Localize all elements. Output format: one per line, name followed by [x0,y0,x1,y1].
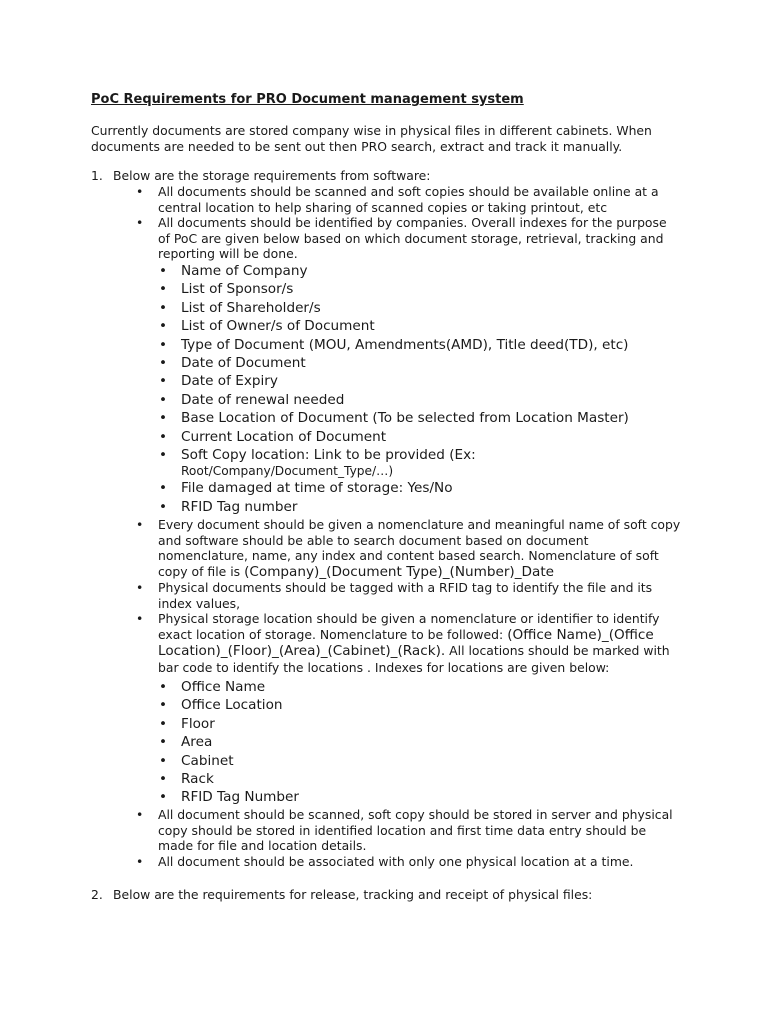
section-1-number: 1. [91,168,103,183]
bullet-icon: • [159,318,168,335]
list-item: • List of Owner/s of Document [159,318,375,335]
list-item: • Type of Document (MOU, Amendments(AMD), Title deed(TD), etc) [159,336,629,353]
storage-rules-list [136,517,681,675]
list-item: • Name of Company [159,263,308,279]
bullet-icon: • [159,336,168,353]
document-title: PoC Requirements for PRO Document management system [91,92,524,107]
final-points-list [136,807,681,869]
bullet-icon: • [159,299,168,316]
bullet-icon: • [159,428,168,445]
list-item: • Physical storage location should be given a nomenclature or identifier to identify exact location of storage. Nomenclature to be followed: (Office Name)_(Office Location)_(Floor)_(Area)_(Cabinet)_(Rack). All locations should be marked with bar code to identify the locations . Indexes for locations are given below: [136,611,670,675]
document-indexes-list [159,262,659,516]
list-item: • All document should be scanned, soft copy should be stored in server and physical copy should be stored in identified location and first time data entry should be made for file and location details. [136,807,673,853]
list-item: • Office Location [159,697,283,714]
bullet-icon: • [136,807,144,822]
list-item: • List of Sponsor/s [159,281,294,298]
bullet-icon: • [159,679,168,695]
list-item: • All document should be associated with only one physical location at a time. [136,853,634,869]
list-item: • Physical documents should be tagged with a RFID tag to identify the file and its index values, [136,580,653,611]
section-2-number: 2. [91,887,103,902]
list-item: • Every document should be given a nomenclature and meaningful name of soft copy and software should be able to search document based on document nomenclature, name, any index and content based search. Nomenclature of soft copy of file is (Company)_(Document Type)_(Number)_Date [136,517,681,580]
storage-points-list [136,184,681,262]
list-item: • Floor [159,715,215,732]
list-item: • File damaged at time of storage: Yes/No [159,480,453,497]
bullet-icon: • [136,611,144,626]
section-2-heading [91,887,592,902]
bullet-icon: • [136,517,144,532]
section-1-heading [91,168,431,183]
intro-paragraph: Currently documents are stored company wise in physical files in different cabinets. When documents are needed to be sent out then PRO search, extract and track it manually. [91,123,652,154]
bullet-icon: • [159,771,168,788]
location-indexes-list [159,678,659,807]
list-item: • RFID Tag number [159,498,298,515]
bullet-icon: • [136,184,144,199]
list-item: • Current Location of Document [159,428,387,445]
bullet-icon: • [159,263,168,279]
bullet-icon: • [136,580,144,595]
bullet-icon: • [136,215,144,230]
list-item: • Date of Document [159,355,306,372]
bullet-icon: • [159,480,168,497]
bullet-icon: • [159,697,168,714]
soft-copy-example: Root/Company/Document_Type/…) [181,464,394,479]
bullet-icon: • [159,752,168,769]
bullet-icon: • [159,391,168,408]
list-item: • Rack [159,771,214,788]
section-1-text: Below are the storage requirements from software: [113,168,431,183]
bullet-icon: • [159,281,168,298]
list-item: • All documents should be scanned and soft copies should be available online at a central location to help sharing of scanned copies or taking printout, etc [136,184,659,215]
list-item: • List of Shareholder/s [159,299,321,316]
list-item: • Soft Copy location: Link to be provided (Ex: Root/Company/Document_Type/…) [159,446,659,479]
list-item: • RFID Tag Number [159,789,300,806]
list-item: • Area [159,734,213,751]
bullet-icon: • [159,410,168,427]
location-format: (Office Name)_(Office Location)_(Floor)_(Area)_(Cabinet)_(Rack). [158,626,654,659]
list-item: • All documents should be identified by companies. Overall indexes for the purpose of PoC are given below based on which document storage, retrieval, tracking and reporting will be done. [136,215,667,261]
bullet-icon: • [159,447,168,464]
list-item: • Cabinet [159,752,234,769]
list-item: • Date of renewal needed [159,391,345,408]
bullet-icon: • [159,355,168,372]
bullet-icon: • [159,789,168,806]
bullet-icon: • [159,373,168,390]
bullet-icon: • [159,498,168,515]
list-item: • Base Location of Document (To be selected from Location Master) [159,410,629,427]
list-item: • Date of Expiry [159,373,278,390]
list-item: • Office Name [159,679,266,695]
bullet-icon: • [159,715,168,732]
nomenclature-format: (Company)_(Document Type)_(Number)_Date [244,563,555,580]
section-2-text: Below are the requirements for release, tracking and receipt of physical files: [113,887,593,902]
bullet-icon: • [136,853,144,869]
bullet-icon: • [159,734,168,751]
